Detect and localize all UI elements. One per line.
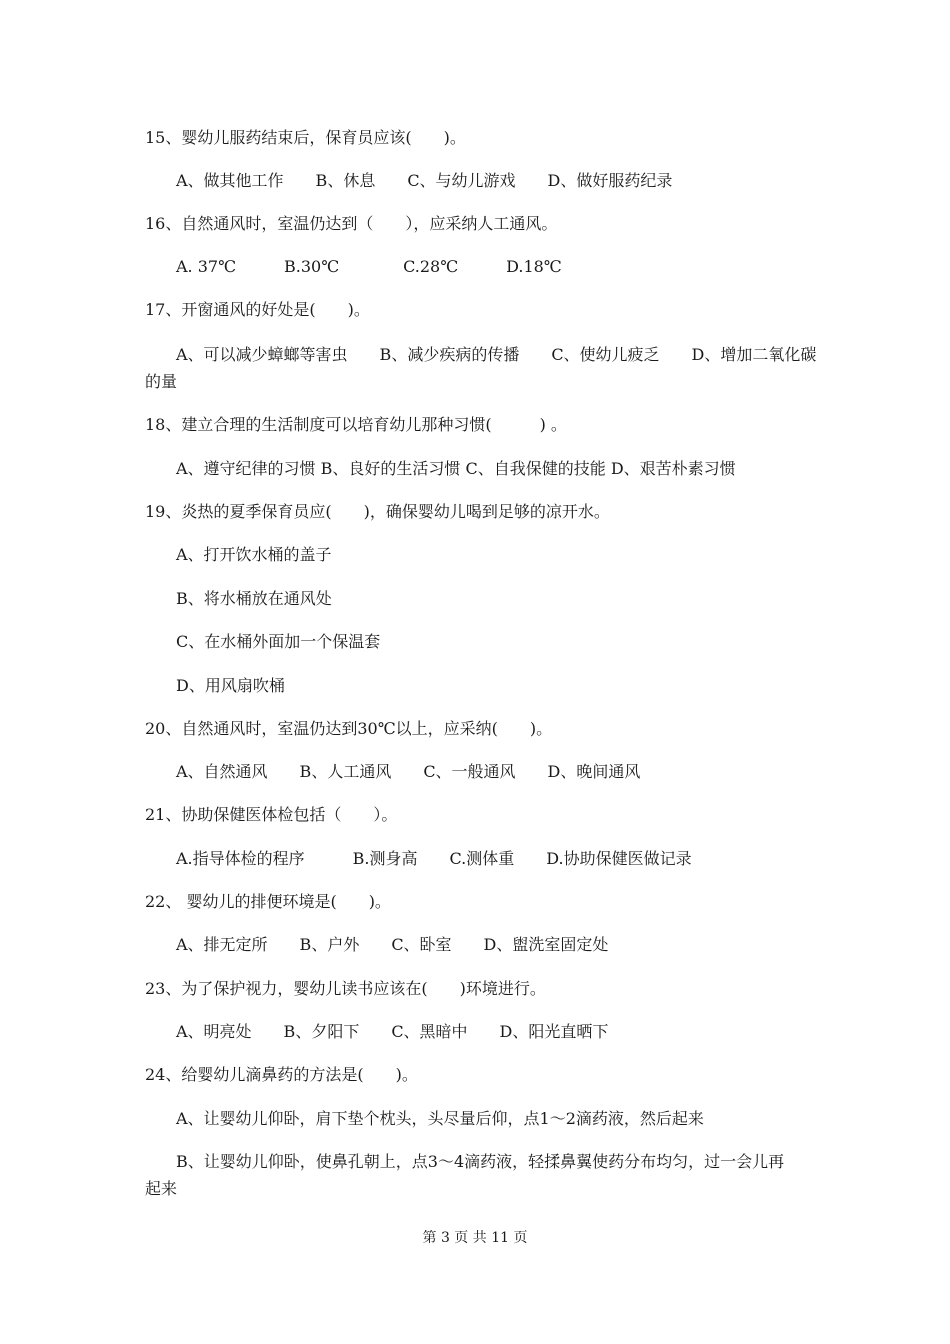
- page-footer: 第 3 页 共 11 页: [422, 1230, 528, 1246]
- question-24-option-a: A、让婴幼儿仰卧，肩下垫个枕头，头尽量后仰，点1～2滴药液，然后起来: [176, 1109, 704, 1128]
- question-17-options-continued: 的量: [145, 372, 178, 391]
- question-17: 17、开窗通风的好处是( )。: [145, 300, 370, 319]
- question-16-options: A. 37℃ B.30℃ C.28℃ D.18℃: [176, 257, 562, 276]
- question-19: 19、炎热的夏季保育员应( )，确保婴幼儿喝到足够的凉开水。: [145, 502, 610, 521]
- question-24-option-b-continued: 起来: [145, 1179, 178, 1198]
- question-16: 16、自然通风时，室温仍达到（ ），应采纳人工通风。: [145, 214, 558, 233]
- question-21-options: A.指导体检的程序 B.测身高 C.测体重 D.协助保健医做记录: [176, 849, 692, 868]
- question-20: 20、自然通风时，室温仍达到30℃以上，应采纳( )。: [145, 719, 553, 738]
- question-18: 18、建立合理的生活制度可以培育幼儿那种习惯( ) 。: [145, 415, 567, 434]
- question-23: 23、为了保护视力，婴幼儿读书应该在( )环境进行。: [145, 979, 546, 998]
- question-20-options: A、自然通风 B、人工通风 C、一般通风 D、晚间通风: [176, 762, 641, 781]
- question-24: 24、给婴幼儿滴鼻药的方法是( )。: [145, 1065, 418, 1084]
- question-24-option-b: B、让婴幼儿仰卧，使鼻孔朝上，点3～4滴药液，轻揉鼻翼使药分布均匀，过一会儿再: [176, 1152, 785, 1171]
- question-19-option-d: D、用风扇吹桶: [176, 676, 285, 695]
- question-19-option-b: B、将水桶放在通风处: [176, 589, 332, 608]
- question-17-options: A、可以减少蟑螂等害虫 B、减少疾病的传播 C、使幼儿疲乏 D、增加二氧化碳: [176, 345, 817, 364]
- question-15-options: A、做其他工作 B、休息 C、与幼儿游戏 D、做好服药纪录: [176, 171, 673, 190]
- question-19-option-c: C、在水桶外面加一个保温套: [176, 632, 381, 651]
- question-18-options: A、遵守纪律的习惯 B、良好的生活习惯 C、自我保健的技能 D、艰苦朴素习惯: [176, 459, 736, 478]
- question-22-options: A、排无定所 B、户外 C、卧室 D、盥洗室固定处: [176, 935, 609, 954]
- question-23-options: A、明亮处 B、夕阳下 C、黑暗中 D、阳光直晒下: [176, 1022, 609, 1041]
- question-19-option-a: A、打开饮水桶的盖子: [176, 545, 332, 564]
- question-15: 15、婴幼儿服药结束后，保育员应该( )。: [145, 128, 466, 147]
- question-22: 22、 婴幼儿的排便环境是( )。: [145, 892, 391, 911]
- question-21: 21、协助保健医体检包括（ ）。: [145, 805, 398, 824]
